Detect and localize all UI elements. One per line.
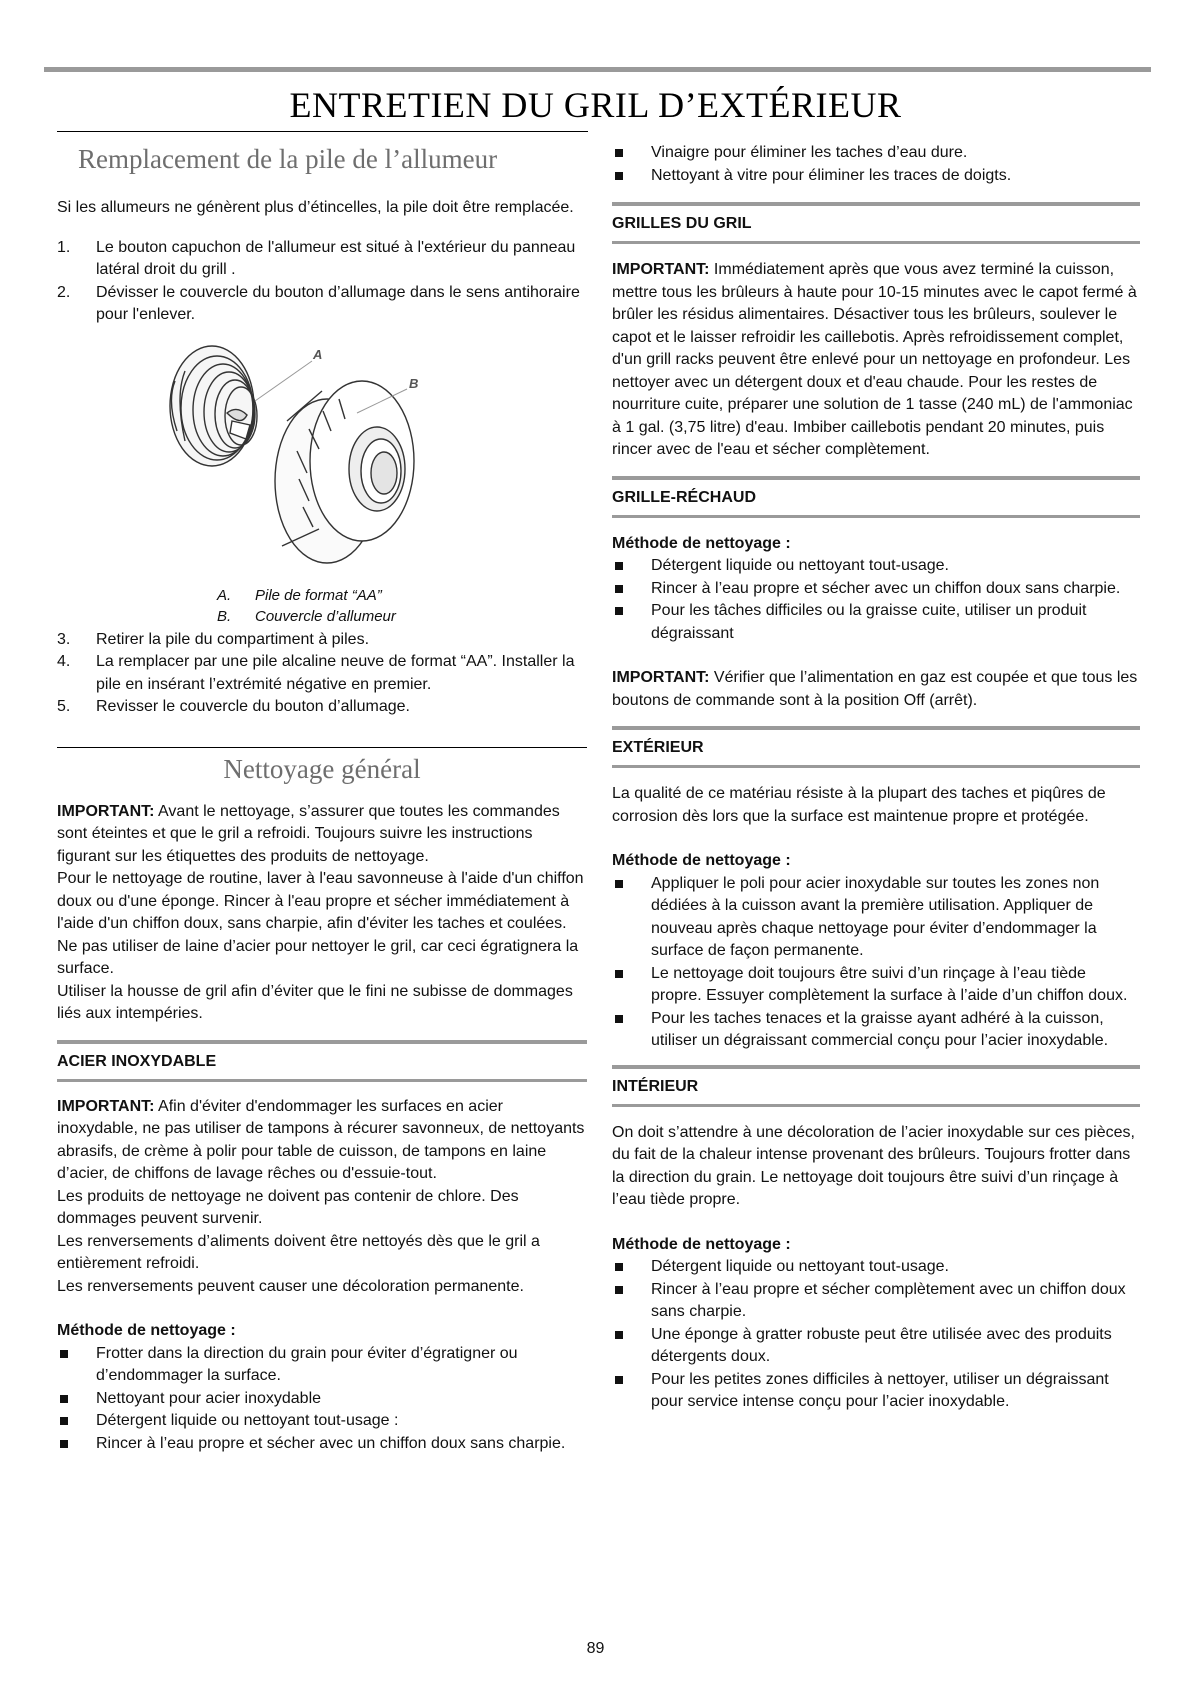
caption-letter: B. <box>217 607 232 625</box>
step-text: Le bouton capuchon de l'allumeur est situé à l'extérieur du panneau latéral droit du grill . <box>96 238 576 278</box>
list-item <box>612 600 1140 645</box>
bullet-text: Frotter dans la direction du grain pour éviter d’égratigner ou d’endommager la surface. <box>96 1344 518 1384</box>
bullet-square-icon <box>615 585 623 593</box>
bullet-text: Détergent liquide ou nettoyant tout-usage. <box>651 557 949 574</box>
stainless-para-3: Les renversements peuvent causer une décoloration permanente. <box>57 1277 524 1295</box>
bullet-text: Appliquer le poli pour acier inoxydable sur toutes les zones non dédiées à la cuisson avant la première utilisation. Appliquer de nouveau après chaque nettoyage pour éviter d’endommager la surface de façon permanente. <box>651 874 1100 959</box>
bullet-text: Vinaigre pour éliminer les taches d’eau dure. <box>651 144 968 161</box>
list-item <box>612 1324 1140 1369</box>
bullet-square-icon <box>615 880 623 888</box>
list-item <box>612 555 1140 578</box>
bullet-square-icon <box>60 1417 68 1425</box>
figure-label-a: A <box>313 346 323 362</box>
list-item <box>57 629 587 652</box>
stainless-important <box>57 1096 587 1186</box>
top-bullets <box>612 142 1140 187</box>
grilles-important <box>612 259 1140 462</box>
stainless-method-label: Méthode de nettoyage : <box>57 1322 236 1339</box>
bullet-square-icon <box>615 562 623 570</box>
bullet-text: Pour les tâches difficiles ou la graisse cuite, utiliser un produit dégraissant <box>651 602 1087 642</box>
bullet-text: Le nettoyage doit toujours être suivi d’un rinçage à l’eau tiède propre. Essuyer complètement la surface à l’aide d’un chiffon doux. <box>651 964 1128 1004</box>
stainless-bullets <box>57 1343 587 1456</box>
bullet-text: Pour les taches tenaces et la graisse ayant adhéré à la cuisson, utiliser un dégraissant commercial conçu pour l’acier inoxydable. <box>651 1009 1109 1049</box>
battery-steps-a <box>57 237 587 327</box>
list-item <box>612 142 1140 165</box>
important-label: IMPORTANT: <box>57 1097 155 1115</box>
important-text: Avant le nettoyage, s’assurer que toutes les commandes sont éteintes et que le gril a refroidi. Toujours suivre les instructions figurant sur les étiquettes des produits de nettoyage. <box>57 802 560 865</box>
caption-letter: A. <box>217 586 232 604</box>
general-important <box>57 801 587 869</box>
step-number: 1. <box>57 238 71 256</box>
left-column <box>57 130 587 1455</box>
bullet-text: Pour les petites zones difficiles à nettoyer, utiliser un dégraissant pour service intense conçu pour l’acier inoxydable. <box>651 1370 1109 1410</box>
important-label: IMPORTANT: <box>612 669 710 686</box>
list-item <box>612 1008 1140 1053</box>
section-bar-bottom <box>57 1079 587 1082</box>
bullet-square-icon <box>60 1395 68 1403</box>
exterior-title: EXTÉRIEUR <box>612 739 704 756</box>
bullet-square-icon <box>615 172 623 180</box>
stainless-para-2: Les renversements d’aliments doivent être nettoyés dès que le gril a entièrement refroidi. <box>57 1232 540 1272</box>
important-text: Afin d'éviter d'endommager les surfaces en acier inoxydable, ne pas utiliser de tampons à récurer savonneux, de nettoyants abrasifs, de crème à polir pour table de cuisson, de tampons en laine d’acier, de chiffons de lavage rêches ou d'essuie-tout. <box>57 1097 585 1182</box>
section-divider <box>57 747 587 748</box>
battery-drawing <box>170 346 257 466</box>
igniter-figure <box>57 341 587 601</box>
bullet-square-icon <box>615 607 623 615</box>
step-text: Dévisser le couvercle du bouton d’allumage dans le sens antihoraire pour l'enlever. <box>96 283 580 323</box>
list-item <box>57 282 587 327</box>
bullet-text: Nettoyant pour acier inoxydable <box>96 1389 322 1407</box>
bullet-text: Rincer à l’eau propre et sécher avec un chiffon doux sans charpie. <box>651 579 1121 597</box>
warming-title: GRILLE-RÉCHAUD <box>612 488 756 506</box>
interior-para: On doit s’attendre à une décoloration de l’acier inoxydable sur ces pièces, du fait de la chaleur intense provenant des brûleurs. Toujours frotter dans la direction du grain. Le nettoyage doit toujours être suivi d’un rinçage à l’eau tiède propre. <box>612 1123 1135 1208</box>
bullet-square-icon <box>615 1286 623 1294</box>
warming-important <box>612 667 1140 712</box>
bullet-text: Une éponge à gratter robuste peut être utilisée avec des produits détergents doux. <box>651 1325 1112 1365</box>
list-item <box>612 1256 1140 1279</box>
list-item <box>57 1410 587 1433</box>
list-item <box>612 165 1140 188</box>
battery-steps-b <box>57 629 587 719</box>
interior-bullets <box>612 1256 1140 1414</box>
important-text: Vérifier que l’alimentation en gaz est coupée et que tous les boutons de commande sont à la position Off (arrêt). <box>612 669 1138 709</box>
warming-method-label: Méthode de nettoyage : <box>612 534 791 552</box>
interior-method-label: Méthode de nettoyage : <box>612 1235 791 1253</box>
cap-drawing <box>275 381 414 563</box>
bullet-text: Rincer à l’eau propre et sécher avec un chiffon doux sans charpie. <box>96 1434 566 1452</box>
bullet-text: Détergent liquide ou nettoyant tout-usage. <box>651 1258 949 1275</box>
bullet-square-icon <box>615 1263 623 1271</box>
exterior-bullets <box>612 873 1140 1053</box>
list-item <box>612 873 1140 963</box>
list-item <box>57 651 587 696</box>
bullet-square-icon <box>60 1440 68 1448</box>
bullet-text: Rincer à l’eau propre et sécher complètement avec un chiffon doux sans charpie. <box>651 1280 1126 1320</box>
top-rule <box>44 67 1151 72</box>
list-item <box>57 696 587 719</box>
bullet-square-icon <box>615 1015 623 1023</box>
bullet-square-icon <box>615 1331 623 1339</box>
step-number: 5. <box>57 698 71 715</box>
bullet-square-icon <box>615 1376 623 1384</box>
caption-text: Couvercle d’allumeur <box>255 607 396 625</box>
step-text: Retirer la pile du compartiment à piles. <box>96 630 370 648</box>
section-bar-bottom <box>612 765 1140 768</box>
important-text: Immédiatement après que vous avez terminé la cuisson, mettre tous les brûleurs à haute pour 10-15 minutes avec le capot fermé à brûler les résidus alimentaires. Désactiver tous les brûleurs, soulever le capot et le laisser refroidir les caillebotis. Après refroidissement complet, d'un grill racks peuvent être enlevé pour un nettoyage en profondeur. Les nettoyer avec un détergent doux et d'eau chaude. Pour les restes de nourriture cuite, préparer une solution de 1 tasse (240 mL) de l'ammoniac à 1 gal. (3,75 litre) d'eau. Imbiber caillebotis pendant 20 minutes, puis rincer avec de l'eau et sécher complètement. <box>612 261 1137 458</box>
general-para-1: Pour le nettoyage de routine, laver à l'eau savonneuse à l'aide d'un chiffon doux ou d'une éponge. Rincer à l'eau propre et sécher immédiatement à l'aide d'un chiffon doux, sans charpie, afin d'éviter les taches et coulées. <box>57 870 584 932</box>
general-heading: Nettoyage général <box>223 753 421 784</box>
step-text: La remplacer par une pile alcaline neuve de format “AA”. Installer la pile en insérant l’extrémité négative en premier. <box>96 653 575 693</box>
warming-bullets <box>612 555 1140 645</box>
general-para-2: Ne pas utiliser de laine d’acier pour nettoyer le gril, car ceci égratignera la surface. <box>57 937 579 977</box>
interior-title: INTÉRIEUR <box>612 1077 699 1095</box>
section-bar-bottom <box>612 515 1140 518</box>
section-bar-bottom <box>612 1104 1140 1107</box>
list-item <box>57 1388 587 1411</box>
important-label: IMPORTANT: <box>57 802 155 820</box>
page-title: ENTRETIEN DU GRIL D’EXTÉRIEUR <box>289 85 902 125</box>
step-number: 3. <box>57 630 71 648</box>
list-item <box>57 1433 587 1456</box>
battery-heading: Remplacement de la pile de l’allumeur <box>78 144 498 174</box>
step-text: Revisser le couvercle du bouton d’allumage. <box>96 698 410 715</box>
list-item <box>612 1369 1140 1414</box>
battery-intro: Si les allumeurs ne génèrent plus d’étincelles, la pile doit être remplacée. <box>57 199 574 216</box>
list-item <box>612 578 1140 601</box>
bullet-text: Détergent liquide ou nettoyant tout-usage : <box>96 1412 399 1429</box>
list-item <box>612 1279 1140 1324</box>
caption-text: Pile de format “AA” <box>255 586 382 604</box>
igniter-illustration <box>57 341 587 601</box>
caption-item <box>217 606 587 627</box>
stainless-para-1: Les produits de nettoyage ne doivent pas contenir de chlore. Des dommages peuvent survenir. <box>57 1187 519 1227</box>
right-column <box>612 142 1140 1414</box>
leader-line-a <box>255 361 312 401</box>
stainless-title: ACIER INOXYDABLE <box>57 1052 217 1070</box>
step-number: 2. <box>57 283 71 301</box>
list-item <box>57 237 587 282</box>
bullet-square-icon <box>615 970 623 978</box>
bullet-text: Nettoyant à vitre pour éliminer les traces de doigts. <box>651 166 1012 184</box>
important-label: IMPORTANT: <box>612 261 710 278</box>
bullet-square-icon <box>615 149 623 157</box>
exterior-method-label: Méthode de nettoyage : <box>612 852 791 869</box>
list-item <box>57 1343 587 1388</box>
list-item <box>612 963 1140 1008</box>
grilles-title: GRILLES DU GRIL <box>612 215 752 232</box>
section-bar-bottom <box>612 241 1140 244</box>
bullet-square-icon <box>60 1350 68 1358</box>
step-number: 4. <box>57 653 71 670</box>
exterior-para: La qualité de ce matériau résiste à la plupart des taches et piqûres de corrosion dès lors que la surface est maintenue propre et protégée. <box>612 785 1106 825</box>
figure-label-b: B <box>409 375 419 391</box>
page-number: 89 <box>586 1640 605 1657</box>
general-para-3: Utiliser la housse de gril afin d’éviter que le fini ne subisse de dommages liés aux intempéries. <box>57 982 573 1022</box>
